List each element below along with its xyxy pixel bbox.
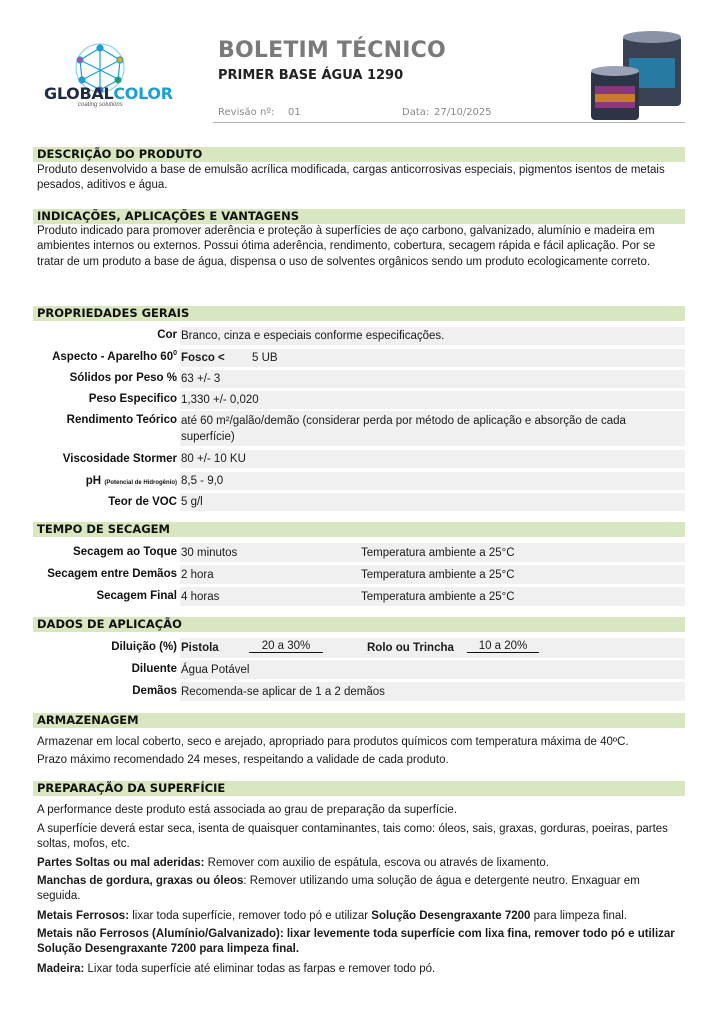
row-bg: [180, 450, 685, 468]
product-cans-image: [585, 28, 685, 124]
diluicao-label: Diluição (%): [111, 641, 177, 653]
solidos-value: 63 +/- 3: [181, 373, 221, 385]
preparacao-metais-nao-ferrosos: Metais não Ferrosos (Alumínio/Galvanizado): lixar levemente toda superfície com lixa fina, remover todo pó e utilizar Solução Desengraxante 7200 para limpeza final.: [37, 928, 675, 956]
row-bg: [180, 493, 685, 511]
descricao-text: Produto desenvolvido a base de emulsão acrílica modificada, cargas anticorrosivas especiais, pigmentos isentos de metais pesados, aditivos e água.: [37, 164, 665, 192]
secagem-toque-temp: Temperatura ambiente a 25°C: [361, 547, 515, 559]
section-heading-armazenagem: ARMAZENAGEM: [33, 713, 685, 728]
preparacao-metais-ferrosos: Metais Ferrosos: lixar toda superfície, remover todo pó e utilizar Solução Desengraxante 7200 para limpeza final.: [37, 910, 627, 922]
preparacao-partes-soltas: Partes Soltas ou mal aderidas: Remover com auxilio de espátula, escova ou através de lixamento.: [37, 857, 549, 869]
row-bg: [180, 660, 685, 679]
preparacao-madeira: Madeira: Lixar toda superfície até eliminar todas as farpas e remover todo pó.: [37, 963, 436, 975]
section-heading-propriedades: PROPRIEDADES GERAIS: [33, 306, 685, 321]
voc-label: Teor de VOC: [108, 496, 177, 508]
voc-value: 5 g/l: [181, 496, 203, 508]
armazenagem-line-1: Armazenar em local coberto, seco e arejado, apropriado para produtos químicos com temperatura máxima de 40ºC.: [37, 736, 629, 748]
cor-value: Branco, cinza e especiais conforme especificações.: [181, 330, 445, 342]
diluente-label: Diluente: [131, 663, 177, 675]
diluente-value: Água Potável: [181, 664, 250, 676]
secagem-final-label: Secagem Final: [96, 590, 177, 602]
date-label: Data:: [402, 107, 430, 118]
revision-label: Revisão nº:: [218, 107, 275, 118]
revision-value: 01: [288, 107, 301, 118]
preparacao-manchas: Manchas de gordura, graxas ou óleos: Remover utilizando uma solução de água e detergente neutro. Enxaguar em seguida.: [37, 875, 640, 903]
aspecto-value-prefix: Fosco <: [181, 352, 225, 364]
section-heading-secagem: TEMPO DE SECAGEM: [33, 522, 685, 537]
rendimento-value: até 60 m²/galão/demão (considerar perda por método de aplicação e absorção de cada superfície): [181, 415, 626, 443]
secagem-toque-label: Secagem ao Toque: [73, 546, 177, 558]
ph-label: pH (Potencial de Hidrogênio): [85, 475, 177, 487]
ph-value: 8,5 - 9,0: [181, 475, 224, 487]
section-heading-preparacao: PREPARAÇÃO DA SUPERFÍCIE: [33, 781, 685, 796]
section-heading-indicacoes: INDICAÇÕES, APLICAÇÕES E VANTAGENS: [33, 209, 685, 224]
pistola-value: 20 a 30%: [249, 640, 323, 653]
viscosidade-label: Viscosidade Stormer: [62, 453, 177, 465]
demaos-value: Recomenda-se aplicar de 1 a 2 demãos: [181, 686, 385, 698]
peso-value: 1,330 +/- 0,020: [181, 394, 259, 406]
indicacoes-text: Produto indicado para promover aderência e proteção à superfícies de aço carbono, galvanizado, alumínio e madeira em ambientes internos ou externos. Possui ótima aderência, rendimento, cobertura, secagem rápida e fácil aplicação. Por se tratar de um produto a base de água, dispensa o uso de solventes orgânicos sendo um produto ecologicamente correto.: [37, 225, 656, 268]
date-value: 27/10/2025: [434, 107, 492, 118]
pistola-label: Pistola: [181, 642, 219, 654]
viscosidade-value: 80 +/- 10 KU: [181, 453, 246, 465]
secagem-toque-value: 30 minutos: [181, 547, 238, 559]
logo-wordmark: GLOBALCOLOR: [44, 84, 173, 103]
row-bg: [180, 472, 685, 490]
aspecto-label: Aspecto - Aparelho $60^0$: [52, 350, 177, 363]
document-title: BOLETIM TÉCNICO: [218, 38, 446, 63]
peso-label: Peso Especifico: [88, 393, 177, 405]
secagem-demaos-label: Secagem entre Demãos: [47, 568, 177, 580]
secagem-demaos-temp: Temperatura ambiente a 25°C: [361, 569, 515, 581]
demaos-label: Demãos: [132, 685, 177, 697]
armazenagem-line-2: Prazo máximo recomendado 24 meses, respeitando a validade de cada produto.: [37, 754, 449, 766]
aspecto-value: 5 UB: [252, 352, 278, 364]
solidos-label: Sólidos por Peso %: [69, 372, 177, 384]
rolo-label: Rolo ou Trincha: [367, 642, 454, 654]
secagem-final-value: 4 horas: [181, 591, 220, 603]
section-heading-descricao: DESCRIÇÃO DO PRODUTO: [33, 147, 685, 162]
preparacao-p2: A superfície deverá estar seca, isenta de quaisquer contaminantes, tais como: óleos, sais, graxas, gorduras, poeiras, partes soltas, mofos, etc.: [37, 823, 668, 851]
product-name: PRIMER BASE ÁGUA 1290: [218, 68, 404, 83]
secagem-final-temp: Temperatura ambiente a 25°C: [361, 591, 515, 603]
secagem-demaos-value: 2 hora: [181, 569, 214, 581]
rolo-value: 10 a 20%: [467, 640, 539, 653]
row-bg: [180, 370, 685, 388]
cor-label: Cor: [157, 329, 177, 341]
preparacao-p1: A performance deste produto está associada ao grau de preparação da superfície.: [37, 804, 458, 816]
logo-tagline: coating solutions: [78, 102, 123, 108]
rendimento-label: Rendimento Teórico: [66, 414, 177, 426]
section-heading-aplicacao: DADOS DE APLICAÇÃO: [33, 617, 685, 632]
